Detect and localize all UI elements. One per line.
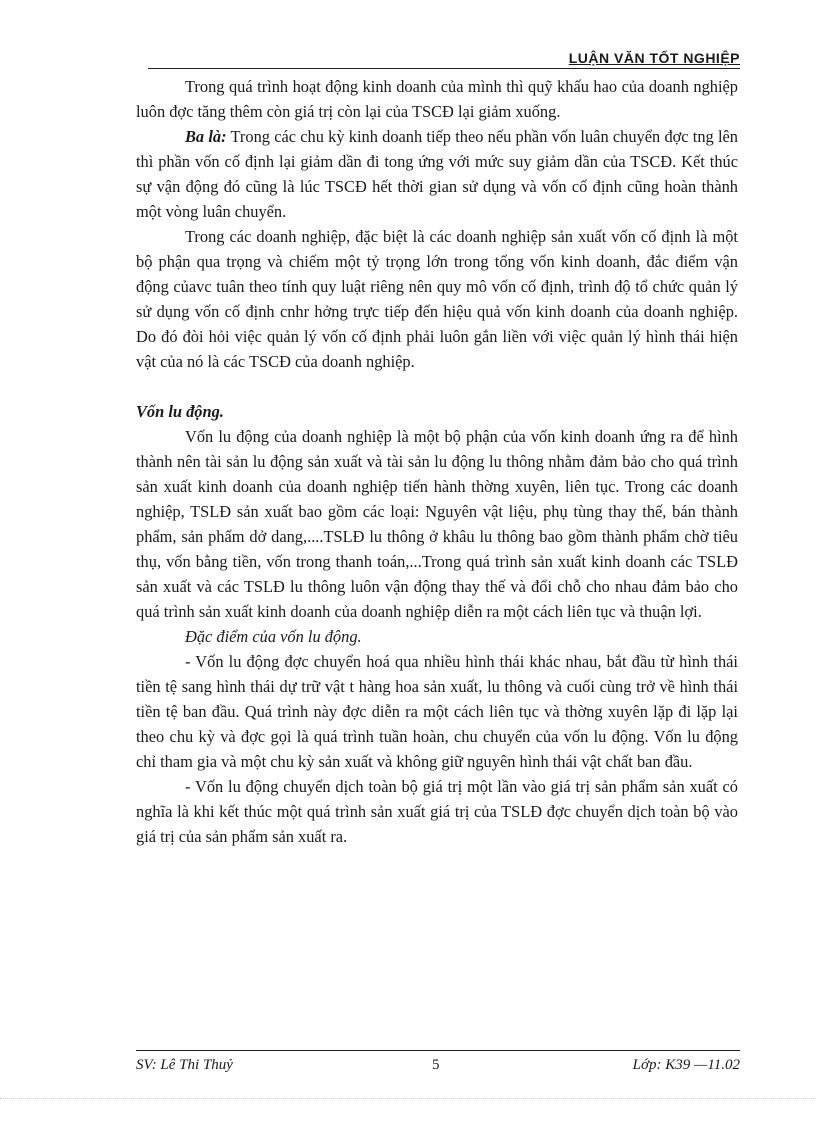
page-header-title: LUẬN VĂN TỐT NGHIỆP xyxy=(568,50,740,66)
paragraph-4: Vốn lu động của doanh nghiệp là một bộ phận của vốn kinh doanh ứng ra để hình thành nên tài sản lu động sản xuất và tài sản lu động lu thông nhằm đảm bảo cho quá trình sản xuất kinh doanh của doanh nghiệp tiến hành thờng xuyên, liên tục. Trong các doanh nghiệp, TSLĐ sản xuất bao gồm các loại: Nguyên vật liệu, phụ tùng thay thế, bán thành phẩm, sản phẩm dở dang,....TSLĐ lu thông ở khâu lu thông bao gồm thành phẩm chờ tiêu thụ, vốn bằng tiền, vốn trong thanh toán,...Trong quá trình sản xuất kinh doanh các TSLĐ sản xuất và các TSLĐ lu thông luôn vận động thay thế và đổi chỗ cho nhau đảm bảo cho quá trình sản xuất kinh doanh của doanh nghiệp diễn ra một cách liên tục và thuận lợi. xyxy=(136,427,738,621)
paragraph-1: Trong quá trình hoạt động kinh doanh của mình thì quỹ khấu hao của doanh nghiệp luôn đợc tăng thêm còn giá trị còn lại của TSCĐ lại giảm xuống. xyxy=(136,77,738,121)
paragraph-2 xyxy=(136,124,738,224)
paragraph-3: Trong các doanh nghiệp, đặc biệt là các doanh nghiệp sản xuất vốn cố định là một bộ phận qua trọng và chiếm một tỷ trọng lớn trong tổng vốn kinh doanh, đắc điểm vận động củavc tuân theo tính quy luật riêng nên quy mô vốn cố định, trình độ tổ chức quản lý sử dụng vốn cố định cnhr hởng trực tiếp đến hiệu quả vốn kinh doanh của doanh nghiệp. Do đó đòi hỏi việc quản lý vốn cố định phải luôn gắn liền với việc quản lý hình thái hiện vật của nó là các TSCĐ của doanh nghiệp. xyxy=(136,227,738,371)
paragraph-2-lead: Ba là: xyxy=(185,127,227,146)
section-heading: Vốn lu động. xyxy=(136,402,224,421)
sub-heading: Đặc điểm của vốn lu động. xyxy=(185,627,362,646)
paragraph-2-text: Trong các chu kỳ kinh doanh tiếp theo nếu phần vốn luân chuyển đợc tng lên thì phần vốn cố định lại giảm dần đi tong ứng với mức suy giảm dần của TSCĐ. Kết thúc sự vận động đó cũng là lúc TSCĐ hết thời gian sử dụng và vốn cố định cũng hoàn thành một vòng luân chuyển. xyxy=(136,127,738,221)
document-body xyxy=(136,74,738,849)
header-rule xyxy=(148,68,740,69)
footer-student-name: SV: Lê Thi Thuỷ xyxy=(136,1057,233,1073)
footer-rule xyxy=(136,1050,740,1051)
footer-class: Lớp: K39 —11.02 xyxy=(632,1057,740,1073)
page-bottom-dotted-rule xyxy=(0,1098,816,1099)
footer-page-number: 5 xyxy=(432,1057,440,1073)
paragraph-6: - Vốn lu động chuyển dịch toàn bộ giá trị một lần vào giá trị sản phẩm sản xuất có nghĩa là khi kết thúc một quá trình sản xuất giá trị của TSLĐ đợc chuyển dịch toàn bộ vào giá trị của sản phẩm sản xuất ra. xyxy=(136,777,738,846)
paragraph-5: - Vốn lu động đợc chuyển hoá qua nhiều hình thái khác nhau, bắt đầu từ hình thái tiền tệ sang hình thái dự trữ vật t hàng hoa sản xuất, lu thông và cuối cùng trở về hình thái tiền tệ ban đầu. Quá trình này đợc diễn ra một cách liên tục và thờng xuyên lặp đi lặp lại theo chu kỳ và đợc gọi là quá trình tuần hoàn, chu chuyển của vốn lu động. Vốn lu động chỉ tham gia và một chu kỳ sản xuất và không giữ nguyên hình thái vật chất ban đầu. xyxy=(136,652,738,771)
